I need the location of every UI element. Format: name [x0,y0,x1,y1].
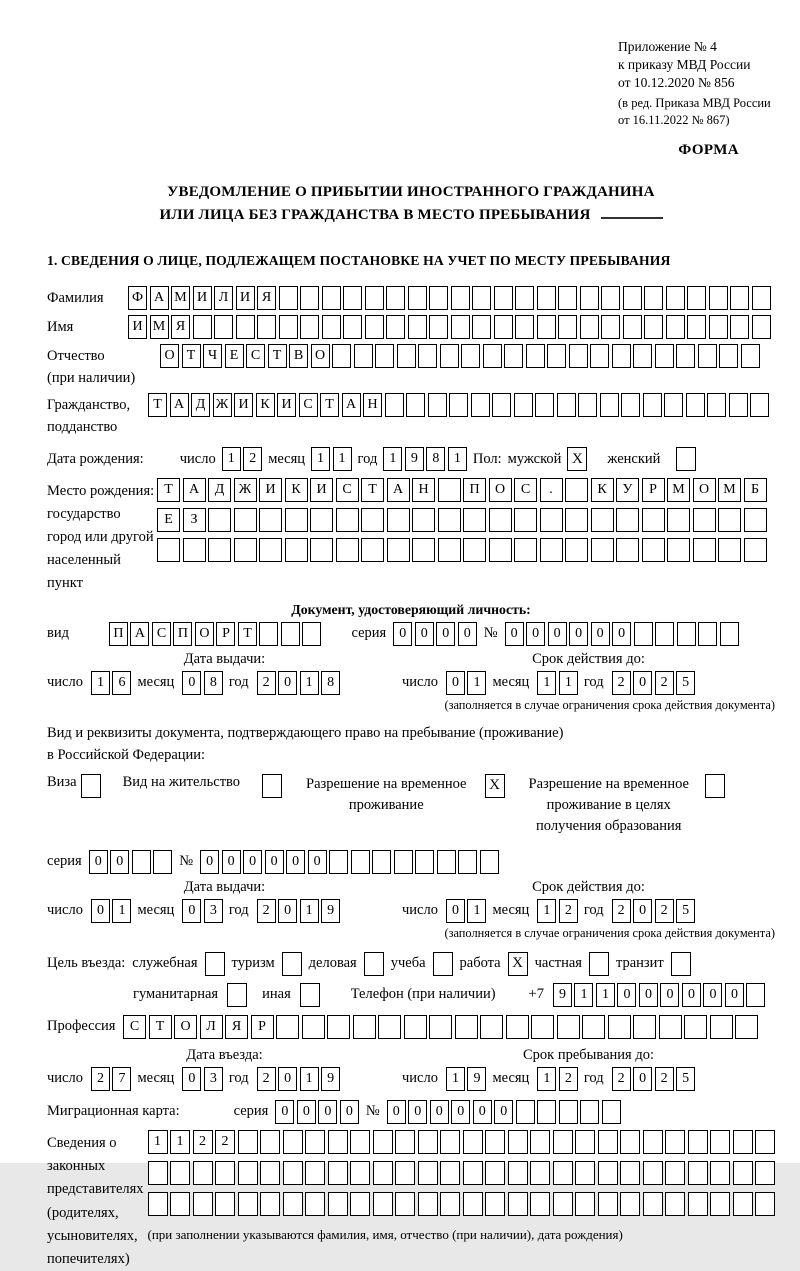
form-title-line1: УВЕДОМЛЕНИЕ О ПРИБЫТИИ ИНОСТРАННОГО ГРАЖДАНИНА [167,184,655,201]
month-label: месяц [492,902,530,919]
birthplace-cells-row1[interactable]: Т А Д Ж И К И С Т А Н П О С . К У Р М О М Б [157,478,767,502]
year-label: год [583,674,604,691]
appendix-header [618,38,775,128]
day-label: число [179,450,216,467]
month-label: месяц [137,674,175,691]
doc-issue-month-cells[interactable]: 0 8 [182,671,223,695]
surname-label: Фамилия [47,290,104,307]
purpose-opt9-label: иная [262,986,291,1003]
purpose-row [47,952,775,976]
doc-number-label: № [483,625,498,642]
stay-day-cells[interactable]: 1 9 [446,1067,487,1091]
year-label: год [228,674,249,691]
representatives-label: Сведения о законных представителях (родителях, усыновителях, попечителях) [47,1134,144,1267]
entry-dates-row [47,1047,775,1091]
purpose-opt5-label: работа [459,955,501,972]
edu-permit-checkbox[interactable] [705,774,725,798]
name-label: Имя [47,319,74,336]
purpose-opt2-checkbox[interactable] [282,952,302,976]
valid-until-heading: Срок действия до: [532,650,645,667]
birthplace-label: Место рождения: государство город или другой населенный пункт [47,483,155,592]
permit-issue-day-cells[interactable]: 0 1 [91,899,132,923]
day-label: число [47,674,83,691]
doc-issue-year-cells[interactable]: 2 0 1 8 [257,671,341,695]
year-label: год [228,1070,249,1087]
day-label: число [402,902,438,919]
day-label: число [402,674,438,691]
doc-number-cells[interactable]: 0 0 0 0 0 0 [505,622,739,646]
stay-until-heading: Срок пребывания до: [523,1046,654,1063]
entry-day-cells[interactable]: 2 7 [91,1067,132,1091]
purpose-label: Цель въезда: [47,955,126,972]
entry-date-heading: Дата въезда: [186,1046,263,1063]
permit-number-label: № [179,853,194,870]
phone-prefix: +7 [528,986,544,1003]
visa-checkbox[interactable] [81,774,101,798]
birthplace-row [47,478,775,595]
profession-label: Профессия [47,1018,116,1035]
citizenship-cells[interactable]: Т А Д Ж И К И С Т А Н [148,393,769,417]
visa-label: Виза [47,773,77,790]
appendix-line: к приказу МВД России [618,56,751,72]
doc-seriya-label: серия [351,625,387,642]
purpose-opt7-label: транзит [615,955,664,972]
purpose-opt3-label: деловая [308,955,357,972]
doc-issue-day-cells[interactable]: 1 6 [91,671,132,695]
purpose-opt7-checkbox[interactable] [671,952,691,976]
doc-dates-row [47,651,775,713]
patronymic-row [47,344,775,390]
representatives-cells-row3[interactable] [148,1192,776,1216]
permit-seriya-row [47,850,775,874]
form-title [47,181,775,226]
permit-valid-month-cells[interactable]: 1 2 [537,899,578,923]
representatives-row [47,1130,775,1271]
doc-valid-month-cells[interactable]: 1 1 [537,671,578,695]
birthplace-cells-row2[interactable]: Е З [157,508,767,532]
permit-number-cells[interactable]: 0 0 0 0 0 0 [200,850,499,874]
purpose-row2 [47,983,775,1007]
permit-issue-fields [47,899,402,923]
purpose-opt8-checkbox[interactable] [227,983,247,1007]
doc-kind-label: вид [47,625,69,642]
citizenship-label: Гражданство, подданство [47,396,131,435]
purpose-opt1-checkbox[interactable] [205,952,225,976]
surname-cells[interactable]: Ф А М И Л И Я [128,286,771,310]
citizenship-row [47,393,775,439]
name-row [47,315,775,339]
restriction-note: (заполняется в случае ограничения срока действия документа) [444,697,775,712]
representatives-cells-row2[interactable] [148,1161,776,1185]
restriction-note: (заполняется в случае ограничения срока действия документа) [444,925,775,940]
patronymic-label: Отчество (при наличии) [47,348,136,387]
form-label: ФОРМА [678,142,739,159]
permit-seriya-cells[interactable]: 0 0 [89,850,173,874]
residence-permit-label: Вид на жительство [122,773,241,790]
residence-permit-checkbox[interactable] [262,774,282,798]
permit-seriya-label: серия [47,853,82,870]
permit-valid-year-cells[interactable]: 2 0 2 5 [612,899,696,923]
purpose-opt6-checkbox[interactable] [589,952,609,976]
valid-until-heading: Срок действия до: [532,878,645,895]
phone-label: Телефон (при наличии) [350,986,496,1003]
doc-issue-fields [47,671,402,695]
birthdate-row [47,447,775,471]
sex-female-label: женский [607,450,661,467]
doc-seriya-cells[interactable]: 0 0 0 0 [393,622,477,646]
temp-permit-label: Разрешение на временное проживание [306,775,467,813]
representatives-note: (при заполнении указываются фамилия, имя, отчество (при наличии), дата рождения) [147,1226,623,1242]
birth-day-cells[interactable]: 1 2 [222,447,263,471]
permit-valid-day-cells[interactable]: 0 1 [446,899,487,923]
form-title-line2: ИЛИ ЛИЦА БЕЗ ГРАЖДАНСТВА В МЕСТО ПРЕБЫВАНИЯ [47,204,775,227]
stay-until-fields [402,1067,775,1091]
year-label: год [583,902,604,919]
residence-doc-options [47,774,775,837]
month-label: месяц [137,902,175,919]
section1-heading: 1. СВЕДЕНИЯ О ЛИЦЕ, ПОДЛЕЖАЩЕМ ПОСТАНОВКЕ НА УЧЕТ ПО МЕСТУ ПРЕБЫВАНИЯ [47,253,671,269]
birthdate-label: Дата рождения: [47,450,144,467]
surname-row [47,286,775,310]
entry-date-fields [47,1067,402,1091]
entry-year-cells[interactable]: 2 0 1 9 [257,1067,341,1091]
entry-month-cells[interactable]: 0 3 [182,1067,223,1091]
year-label: год [357,450,378,467]
appendix-line: Приложение № 4 [618,39,717,54]
identity-doc-heading: Документ, удостоверяющий личность: [291,601,531,617]
residence-doc-intro: Вид и реквизиты документа, подтверждающего право на пребывание (проживание) в Российской Федерации: [47,724,564,764]
migration-number-cells[interactable]: 0 0 0 0 0 0 [387,1100,621,1124]
birth-month-cells[interactable]: 1 1 [311,447,352,471]
purpose-opt9-checkbox[interactable] [300,983,320,1007]
name-cells[interactable]: И М Я [128,315,771,339]
birthplace-cells-row3[interactable] [157,538,767,562]
doc-kind-cells[interactable]: П А С П О Р Т [109,622,322,646]
day-label: число [47,1070,83,1087]
month-label: месяц [137,1070,175,1087]
month-label: месяц [492,1070,530,1087]
profession-cells[interactable]: С Т О Л Я Р [123,1015,758,1039]
migration-card-row [47,1100,775,1124]
purpose-opt8-label: гуманитарная [133,986,219,1003]
year-label: год [583,1070,604,1087]
issue-date-heading: Дата выдачи: [183,650,266,667]
day-label: число [47,902,83,919]
identity-doc-row [47,622,775,646]
permit-valid-fields [402,899,775,923]
migration-card-label: Миграционная карта: [47,1103,180,1120]
permit-dates-row [47,879,775,941]
purpose-opt4-checkbox[interactable] [433,952,453,976]
amendment-line: от 16.11.2022 № 867) [618,112,730,127]
representatives-cells-row1[interactable]: 1 1 2 2 [148,1130,776,1154]
amendment-line: (в ред. Приказа МВД России [618,96,771,111]
patronymic-cells[interactable]: О Т Ч Е С Т В О [160,344,760,368]
migration-seriya-cells[interactable]: 0 0 0 0 [275,1100,359,1124]
stay-year-cells[interactable]: 2 0 2 5 [612,1067,696,1091]
purpose-opt5-checkbox[interactable]: X [508,952,528,976]
month-label: месяц [492,674,530,691]
sex-label: Пол: [472,450,502,467]
issue-date-heading: Дата выдачи: [183,878,266,895]
year-label: год [228,902,249,919]
purpose-opt4-label: учеба [390,955,426,972]
migration-seriya-label: серия [233,1103,269,1120]
day-label: число [402,1070,438,1087]
phone-cells[interactable]: 9 1 1 0 0 0 0 0 0 [553,983,766,1007]
purpose-opt3-checkbox[interactable] [364,952,384,976]
sex-male-checkbox[interactable]: X [567,447,587,471]
profession-row [47,1015,775,1039]
purpose-opt1-label: служебная [132,955,198,972]
migration-number-label: № [365,1103,380,1120]
edu-permit-label: Разрешение на временное проживание в целях получения образования [528,775,689,834]
month-label: месяц [268,450,306,467]
doc-valid-day-cells[interactable]: 0 1 [446,671,487,695]
temp-permit-checkbox[interactable]: X [485,774,505,798]
permit-issue-month-cells[interactable]: 0 3 [182,899,223,923]
doc-valid-fields [402,671,775,695]
purpose-opt6-label: частная [534,955,582,972]
purpose-opt2-label: туризм [231,955,275,972]
doc-valid-year-cells[interactable]: 2 0 2 5 [612,671,696,695]
birth-year-cells[interactable]: 1 9 8 1 [383,447,467,471]
blank-underline [601,216,663,219]
appendix-line: от 10.12.2020 № 856 [618,74,735,90]
stay-month-cells[interactable]: 1 2 [537,1067,578,1091]
permit-issue-year-cells[interactable]: 2 0 1 9 [257,899,341,923]
sex-female-checkbox[interactable] [676,447,696,471]
sex-male-label: мужской [507,450,562,467]
